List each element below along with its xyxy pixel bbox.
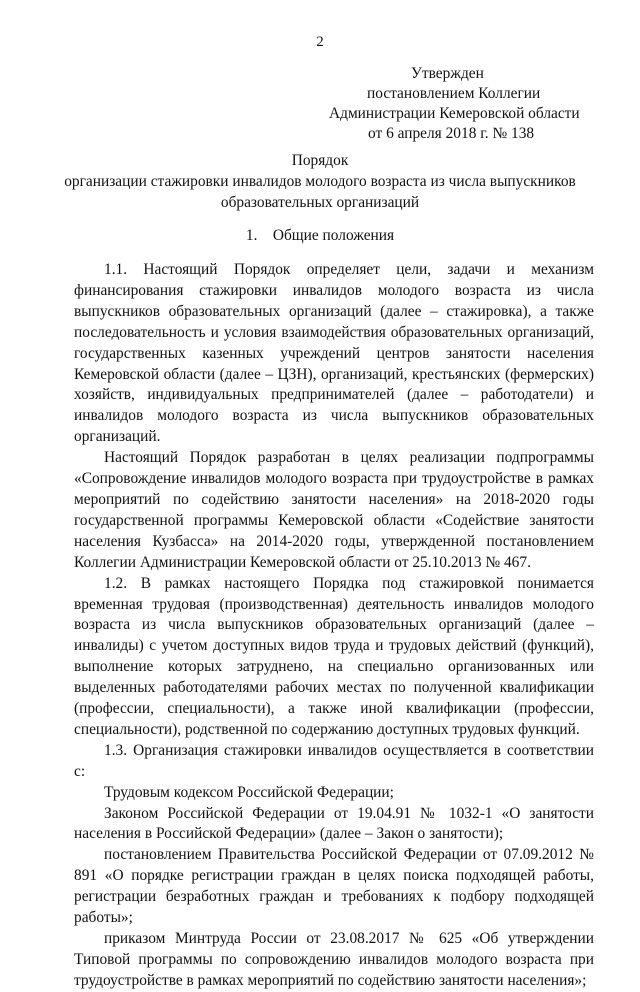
title-line-2: организации стажировки инвалидов молодого возраста из числа выпускников xyxy=(64,173,576,190)
paragraph-1-2: 1.2. В рамках настоящего Порядка под стажировкой понимается временная трудовая (производственная) деятельность инвалидов молодого возраста из числа выпускников образовательных организаций (далее – инвалиды) с учетом доступных видов труда и трудовых действий (функций), выполнение которых затруднено, на специально организованных или выделенных работодателями рабочих местах по полученной квалификации (профессии, специальности), а также иной квалификации (профессии, специальности), родственной по содержанию доступных трудовых функций. xyxy=(74,574,594,738)
list-item-employment-law: Законом Российской Федерации от 19.04.91 № 1032-1 «О занятости населения в Российской Федерации» (далее – Закон о занятости); xyxy=(74,804,594,843)
approval-line-4: от 6 апреля 2018 г. № 138 xyxy=(368,125,535,142)
page-number: 2 xyxy=(316,34,324,50)
approval-line-1: Утвержден xyxy=(411,65,484,82)
document-title xyxy=(0,150,640,213)
approval-line-2: постановлением Коллегии xyxy=(367,85,541,102)
list-item-labor-code: Трудовым кодексом Российской Федерации; xyxy=(104,783,394,801)
approval-line-3: Администрации Кемеровской области xyxy=(329,105,580,122)
title-line-1: Порядок xyxy=(291,152,349,169)
title-line-3: образовательных организаций xyxy=(220,194,420,211)
list-item-ministry-order: приказом Минтруда России от 23.08.2017 № 625 «Об утверждении Типовой программы по сопровождению инвалидов молодого возраста при трудоустройстве в рамках мероприятий по содействию занятости населения»; xyxy=(74,930,594,989)
list-item-government-decree: постановлением Правительства Российской Федерации от 07.09.2012 № 891 «О порядке регистрации граждан в целях поиска подходящей работы, регистрации безработных граждан и требованиях к подбору подходящей работы»; xyxy=(74,846,594,927)
paragraph-1-1: 1.1. Настоящий Порядок определяет цели, задачи и механизм финансирования стажировки инвалидов молодого возраста из числа выпускников образовательных организаций (далее – стажировка), а также последовательность и условия взаимодействия образовательных организаций, государственных казенных учреждений центров занятости населения Кемеровской области (далее – ЦЗН), организаций, крестьянских (фермерских) хозяйств, индивидуальных предпринимателей (далее – работодатели) и инвалидов молодого возраста из числа выпускников образовательных организаций. xyxy=(74,261,594,446)
paragraph-1-3: 1.3. Организация стажировки инвалидов осуществляется в соответствии с: xyxy=(74,741,594,780)
section-heading: 1. Общие положения xyxy=(245,227,395,244)
document-body xyxy=(74,260,594,992)
paragraph-purpose: Настоящий Порядок разработан в целях реализации подпрограммы «Сопровождение инвалидов молодого возраста при трудоустройстве в рамках мероприятий по содействию занятости населения» на 2018-2020 годы государственной программы Кемеровской области «Содействие занятости населения Кузбасса» на 2014-2020 годы, утвержденной постановлением Коллегии Администрации Кемеровской области от 25.10.2013 № 467. xyxy=(74,449,594,571)
